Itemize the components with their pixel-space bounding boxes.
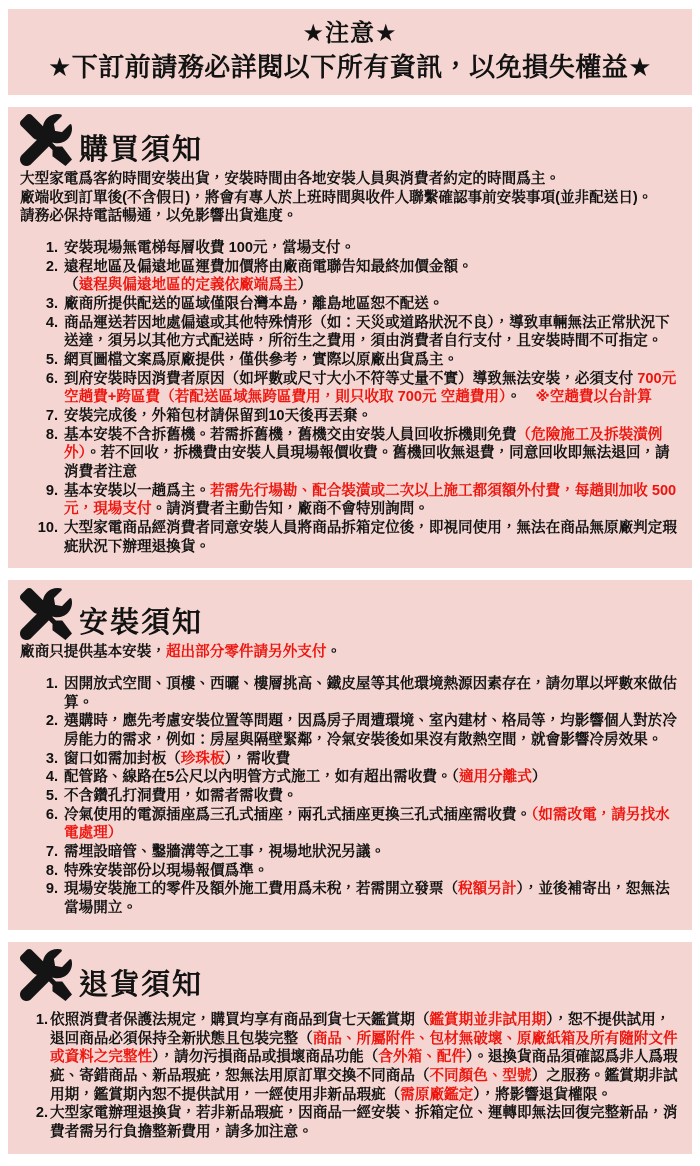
intro-line — [20, 189, 682, 208]
attention-subtitle: ★下訂前請務必詳閱以下所有資訊，以免損失權益★ — [47, 51, 653, 82]
text: 。請消費者主動告知，廠商不會特別詢問。 — [151, 501, 429, 518]
highlighted-text: （危險施工及拆裝潢例外） — [64, 426, 663, 462]
highlighted-text: 稅額另計 — [458, 881, 517, 898]
list-item — [64, 787, 680, 806]
list-item — [64, 482, 680, 519]
notice-section — [8, 107, 692, 568]
section-title-installation: 安裝須知 — [79, 607, 204, 640]
section-header — [20, 586, 682, 641]
list-item — [64, 351, 680, 370]
text: 特殊安裝部份以現場報價爲準。 — [64, 862, 269, 879]
highlighted-text: 700元空趟費+跨區費 — [64, 370, 677, 406]
text: 需埋設暗管、鑿牆溝等之工事，視場地狀況另議。 — [64, 844, 386, 861]
list-item — [64, 675, 680, 712]
text: 廠商只提供基本安裝， — [20, 644, 166, 661]
text: 安裝完成後，外箱包材請保留到10天後再丟棄。 — [64, 408, 373, 425]
attention-title: ★注意★ — [302, 20, 398, 47]
highlighted-text: 不同顏色、型號 — [429, 1067, 532, 1084]
list-item — [64, 426, 680, 482]
list-item — [64, 258, 680, 295]
highlighted-text: 含外箱、配件 — [378, 1049, 466, 1066]
list-item — [64, 370, 680, 407]
section-list — [18, 675, 682, 918]
list-item — [50, 1011, 680, 1104]
highlighted-text: 適用分離式 — [458, 769, 532, 786]
section-header — [20, 113, 682, 168]
text: ）之服務。鑑賞期非試用期，鑑賞期內恕不提供試用，一經使用非新品瑕疵（ — [50, 1067, 678, 1103]
intro-line — [20, 207, 682, 226]
highlighted-text: 商品、所屬附件、包材無破壞、原廠紙箱及所有隨附文件或資料之完整性 — [50, 1030, 678, 1066]
text: 大型家電爲客約時間安裝出貨，安裝時間由各地安裝人員與消費者約定的時間爲主。 — [20, 170, 560, 187]
text: 基本安裝不含拆舊機。若需拆舊機，舊機交由安裝人員回收拆機則免費 — [64, 426, 517, 443]
highlighted-text: 超出部分零件請另外支付 — [165, 644, 327, 661]
section-header — [20, 948, 682, 1003]
text: 冷氣使用的電源插座爲三孔式插座，兩孔式插座更換三孔式插座需收費。 — [64, 806, 532, 823]
text: 請務必保持電話暢通，以免影響出貨進度。 — [20, 208, 298, 225]
list-item — [64, 519, 680, 556]
section-title-purchase: 購買須知 — [79, 133, 204, 166]
highlighted-text: 若需先行場勘、配合裝潢或二次以上施工都須額外付費，每趟則加收 500元，現場支付 — [64, 482, 677, 518]
highlighted-text: ※空趟費以台計算 — [535, 389, 652, 406]
list-item — [64, 407, 680, 426]
list-item — [50, 1104, 680, 1141]
list-item — [64, 712, 680, 749]
list-item — [64, 806, 680, 843]
text: 到府安裝時因消費者原因（如坪數或尺寸大小不符等丈量不實）導致無法安裝，必須支付 — [64, 370, 638, 387]
text: 。 — [506, 389, 536, 406]
intro-line — [20, 170, 682, 189]
list-item — [64, 295, 680, 314]
text: 廠商所提供配送的區域僅限台灣本島，離島地區恕不配送。 — [64, 296, 444, 313]
tools-icon — [20, 949, 72, 1001]
text: 不含鑽孔打洞費用，如需者需收費。 — [64, 788, 298, 805]
tools-icon — [20, 588, 72, 640]
highlighted-text: 鑑賞期並非試用期 — [429, 1011, 547, 1028]
tools-icon — [20, 114, 72, 166]
text: ），恕不提供試用，退回商品必須保持全新狀態且包裝完整（ — [50, 1011, 671, 1047]
text: ） — [297, 277, 313, 294]
section-list — [18, 1011, 682, 1142]
highlighted-text: （如需改電，請另找水電處理） — [64, 806, 670, 842]
list-item — [64, 843, 680, 862]
text: ） — [531, 769, 547, 786]
section-list — [18, 239, 682, 556]
text: 現場安裝施工的零件及額外施工費用爲未稅，若需開立發票（ — [64, 881, 459, 898]
list-item — [64, 239, 680, 258]
highlighted-text: 需原廠鑑定 — [400, 1086, 474, 1103]
text: 網頁圖檔文案爲原廠提供，僅供參考，實際以原廠出貨爲主。 — [64, 352, 459, 369]
text: （ — [64, 277, 79, 294]
text: 遠程地區及偏遠地區運費加價將由廠商電聯告知最終加價金額。 — [64, 258, 473, 275]
notice-section — [8, 580, 692, 929]
highlighted-text: 遠程與偏遠地區的定義依廠端爲主 — [78, 277, 298, 294]
text: 配管路、線路在5公尺以內明管方式施工，如有超出需收費。（ — [64, 769, 459, 786]
text: 安裝現場無電梯每層收費 100元，當場支付。 — [64, 240, 356, 256]
list-item — [64, 880, 680, 917]
text: ），將影響退貨權限。 — [473, 1086, 612, 1103]
text: 大型家電商品經消費者同意安裝人員將商品拆箱定位後，即視同使用，無法在商品無原廠判定瑕疵狀況下辦理退換貨。 — [64, 520, 677, 555]
list-item — [64, 314, 680, 351]
section-intro — [20, 643, 682, 662]
text: 依照消費者保護法規定，購買均享有商品到貨七天鑑賞期（ — [50, 1011, 430, 1028]
intro-line — [20, 643, 682, 662]
text: 商品運送若因地處偏遠或其他特殊情形（如：天災或道路狀況不良），導致車輛無法正常狀況下送達，須另以其他方式配送時，所衍生之費用，須由消費者自行支付，且安裝時間不可指定。 — [64, 314, 670, 350]
text: ），並後補寄出，恕無法當場開立。 — [64, 881, 670, 917]
text: 窗口如需加封板（ — [64, 750, 181, 767]
text: ），需收費 — [224, 750, 291, 767]
text: ），請勿污損商品或損壞商品功能（ — [152, 1049, 379, 1066]
notice-header — [8, 9, 692, 95]
text: 因開放式空間、頂樓、西曬、樓層挑高、鐵皮屋等其他環境熱源因素存在，請勿單以坪數來做估算。 — [64, 676, 677, 711]
text: 大型家電辦理退換貨，若非新品瑕疵，因商品一經安裝、拆箱定位、運轉即無法回復完整新品，消費者需另行負擔整新費用，請多加注意。 — [50, 1105, 678, 1140]
text: 基本安裝以一趟爲主。 — [64, 482, 210, 499]
list-item — [64, 750, 680, 769]
section-title-return: 退貨須知 — [79, 968, 204, 1001]
highlighted-text: （若配送區域無跨區費用，則只收取 700元 空趟費用） — [160, 389, 507, 406]
highlighted-text: 珍珠板 — [180, 750, 225, 767]
list-item — [64, 768, 680, 787]
text: 選購時，應先考慮安裝位置等問題，因爲房子周遭環境、室內建材、格局等，均影響個人對於冷房能力的需求，例如：房屋與隔壁緊鄰，冷氣安裝後如果沒有散熱空間，就會影響冷房效果。 — [64, 713, 677, 749]
notice-section — [8, 942, 692, 1154]
text: 廠端收到訂單後(不含假日)，將會有專人於上班時間與收件人聯繫確認事前安裝事項(並非配送日)。 — [20, 189, 653, 206]
list-item — [64, 862, 680, 881]
text: 。 — [326, 644, 342, 661]
section-intro — [20, 170, 682, 226]
text: 。若不回收，拆機費由安裝人員現場報價收費。舊機回收無退費，同意回收即無法退回，請消費者注意 — [64, 445, 670, 481]
text: ）。退換貨商品須確認爲非人爲瑕疵、寄錯商品、新品瑕疵，恕無法用原訂單交換不同商品（ — [50, 1049, 678, 1084]
